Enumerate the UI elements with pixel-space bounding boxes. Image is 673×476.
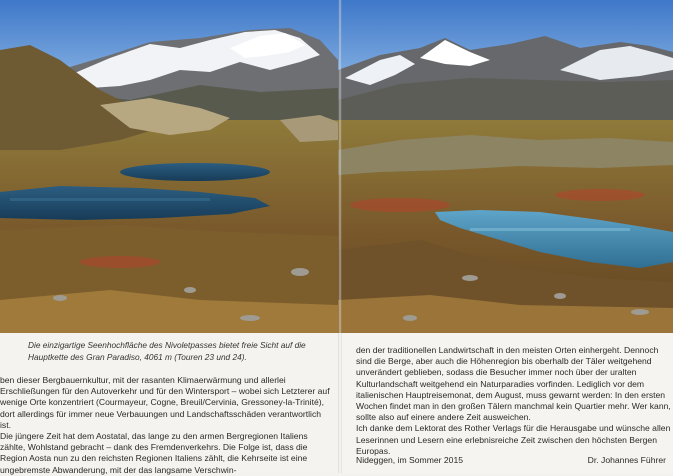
photo-caption: Die einzigartige Seenhochfläche des Nivoletpasses bietet freie Sicht auf die Hauptkette des Gran Paradiso, 4061 m (Touren 23 und 24). [28,340,306,362]
signoff-place-date: Nideggen, im Sommer 2015 [356,455,463,465]
left-paragraph-1: ben dieser Bergbauernkultur, mit der rasanten Klimaerwärmung und allerlei Erschließungen für den Autoverkehr und für den Wintersport – wobei sich Letzterer auf wenige Orte konzentriert (Courmayeur, Cogne, Breuil/Cervinia, Gressoney-la-Trinité), dort allerdings für immer neue Verbauungen und Landschaftsschäden verantwortlich ist. [0,375,330,430]
right-column-text [356,345,672,457]
left-column-text [0,375,330,476]
left-paragraph-2: Die jüngere Zeit hat dem Aostatal, das lange zu den armen Bergregionen Italiens zählte, Wohlstand gebracht – dank des Fremdenverkehrs. Die Folge ist, dass die Region Aosta nun zu den reichsten Regionen Italiens zählt, die Kehrseite ist eine ungebremste Abwanderung, mit der das langsame Verschwin- [0,431,308,475]
signoff-author: Dr. Johannes Führer [587,455,666,465]
right-paragraph-1: den der traditionellen Landwirtschaft in den meisten Orten einhergeht. Dennoch sind die Berge, aber auch die Höhenregion bis oberhalb der Täler weitgehend unverändert geblieben, sodass die Besucher immer noch über der uralten Kulturlandschaft weitgehend ein Naturparadies vorfinden. Lediglich vor dem italienischen Hauptreisemonat, dem August, muss gewarnt werden: In den ersten Wochen findet man in den großen Tälern manchmal kein Quartier mehr. Wer kann, sollte also auf einere andere Zeit ausweichen. [356,345,671,423]
right-paragraph-2: Ich danke dem Lektorat des Rother Verlags für die Herausgabe und wünsche allen Leserinnen und Lesern eine erlebnisreiche Zeit zwischen den höchsten Bergen Europas. [356,423,671,456]
